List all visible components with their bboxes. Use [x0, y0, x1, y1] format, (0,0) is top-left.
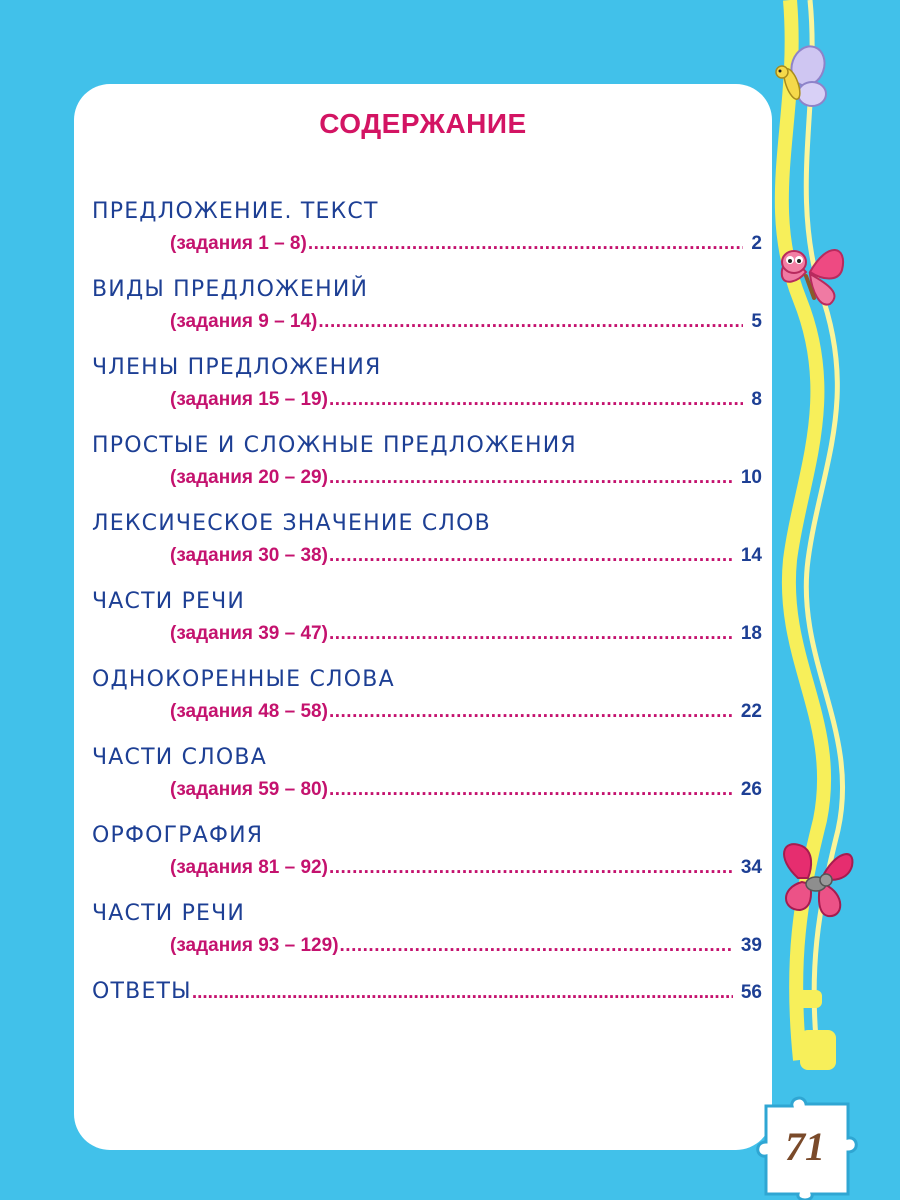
toc-entry[interactable]	[170, 701, 762, 723]
toc-entry[interactable]	[170, 545, 762, 567]
page-title: СОДЕРЖАНИЕ	[319, 108, 527, 139]
task-range: (задания 93 – 129)	[170, 935, 339, 956]
task-range: (задания 81 – 92)	[170, 857, 328, 878]
page-ref: 39	[740, 935, 762, 956]
toc-entry[interactable]	[170, 467, 762, 489]
dot-leader	[329, 623, 733, 645]
task-range: (задания 48 – 58)	[170, 701, 328, 722]
task-range: (задания 9 – 14)	[170, 311, 318, 332]
page-ref: 22	[740, 701, 762, 722]
section-heading: ЧАСТИ СЛОВА	[92, 745, 267, 770]
task-range: (задания 1 – 8)	[170, 233, 307, 254]
page-number: 71	[785, 1124, 825, 1169]
task-range: (задания 59 – 80)	[170, 779, 328, 800]
toc-entry[interactable]	[170, 311, 762, 333]
task-range: (задания 39 – 47)	[170, 623, 328, 644]
toc-section	[92, 511, 772, 589]
dot-leader	[329, 545, 733, 567]
toc-section	[92, 901, 772, 979]
table-of-contents	[92, 199, 772, 979]
toc-section	[92, 433, 772, 511]
page-ref: 10	[740, 467, 762, 488]
toc-entry[interactable]	[170, 935, 762, 957]
toc-entry[interactable]	[170, 779, 762, 801]
page-ref: 18	[740, 623, 762, 644]
page-ref: 56	[740, 982, 762, 1003]
toc-section	[92, 589, 772, 667]
toc-section	[92, 199, 772, 277]
task-range: (задания 15 – 19)	[170, 389, 328, 410]
toc-entry[interactable]	[170, 857, 762, 879]
butterfly-icon	[772, 44, 832, 114]
butterfly-icon	[772, 838, 858, 920]
section-heading: ЛЕКСИЧЕСКОЕ ЗНАЧЕНИЕ СЛОВ	[92, 511, 491, 536]
section-heading: ЧЛЕНЫ ПРЕДЛОЖЕНИЯ	[92, 355, 382, 380]
toc-section	[92, 355, 772, 433]
task-range: (задания 20 – 29)	[170, 467, 328, 488]
dot-leader	[329, 701, 733, 723]
toc-section	[92, 745, 772, 823]
dot-leader	[192, 982, 733, 1004]
section-heading: ПРОСТЫЕ И СЛОЖНЫЕ ПРЕДЛОЖЕНИЯ	[92, 433, 577, 458]
toc-section	[92, 823, 772, 901]
section-heading: ОДНОКОРЕННЫЕ СЛОВА	[92, 667, 395, 692]
page-ref: 2	[751, 233, 762, 254]
section-heading: ЧАСТИ РЕЧИ	[92, 901, 246, 926]
butterfly-icon	[772, 236, 848, 308]
page-ref: 5	[751, 311, 762, 332]
toc-entry[interactable]	[170, 623, 762, 645]
section-heading: ВИДЫ ПРЕДЛОЖЕНИЙ	[92, 277, 369, 302]
section-heading: ОРФОГРАФИЯ	[92, 823, 264, 848]
page-ref: 26	[740, 779, 762, 800]
dot-leader	[308, 233, 744, 255]
toc-entry[interactable]	[170, 389, 762, 411]
section-heading: ПРЕДЛОЖЕНИЕ. ТЕКСТ	[92, 199, 379, 224]
dot-leader	[329, 467, 733, 489]
dot-leader	[329, 857, 733, 879]
dot-leader	[340, 935, 733, 957]
page-ref: 14	[740, 545, 762, 566]
dot-leader	[329, 779, 733, 801]
answers-heading: ОТВЕТЫ	[92, 979, 192, 1004]
toc-section	[92, 667, 772, 745]
dot-leader	[318, 311, 743, 333]
task-range: (задания 30 – 38)	[170, 545, 328, 566]
dot-leader	[329, 389, 743, 411]
toc-entry[interactable]	[170, 233, 762, 255]
page-ref: 34	[740, 857, 762, 878]
page-ref: 8	[751, 389, 762, 410]
toc-section	[92, 277, 772, 355]
toc-entry-answers[interactable]	[92, 979, 762, 1004]
section-heading: ЧАСТИ РЕЧИ	[92, 589, 246, 614]
